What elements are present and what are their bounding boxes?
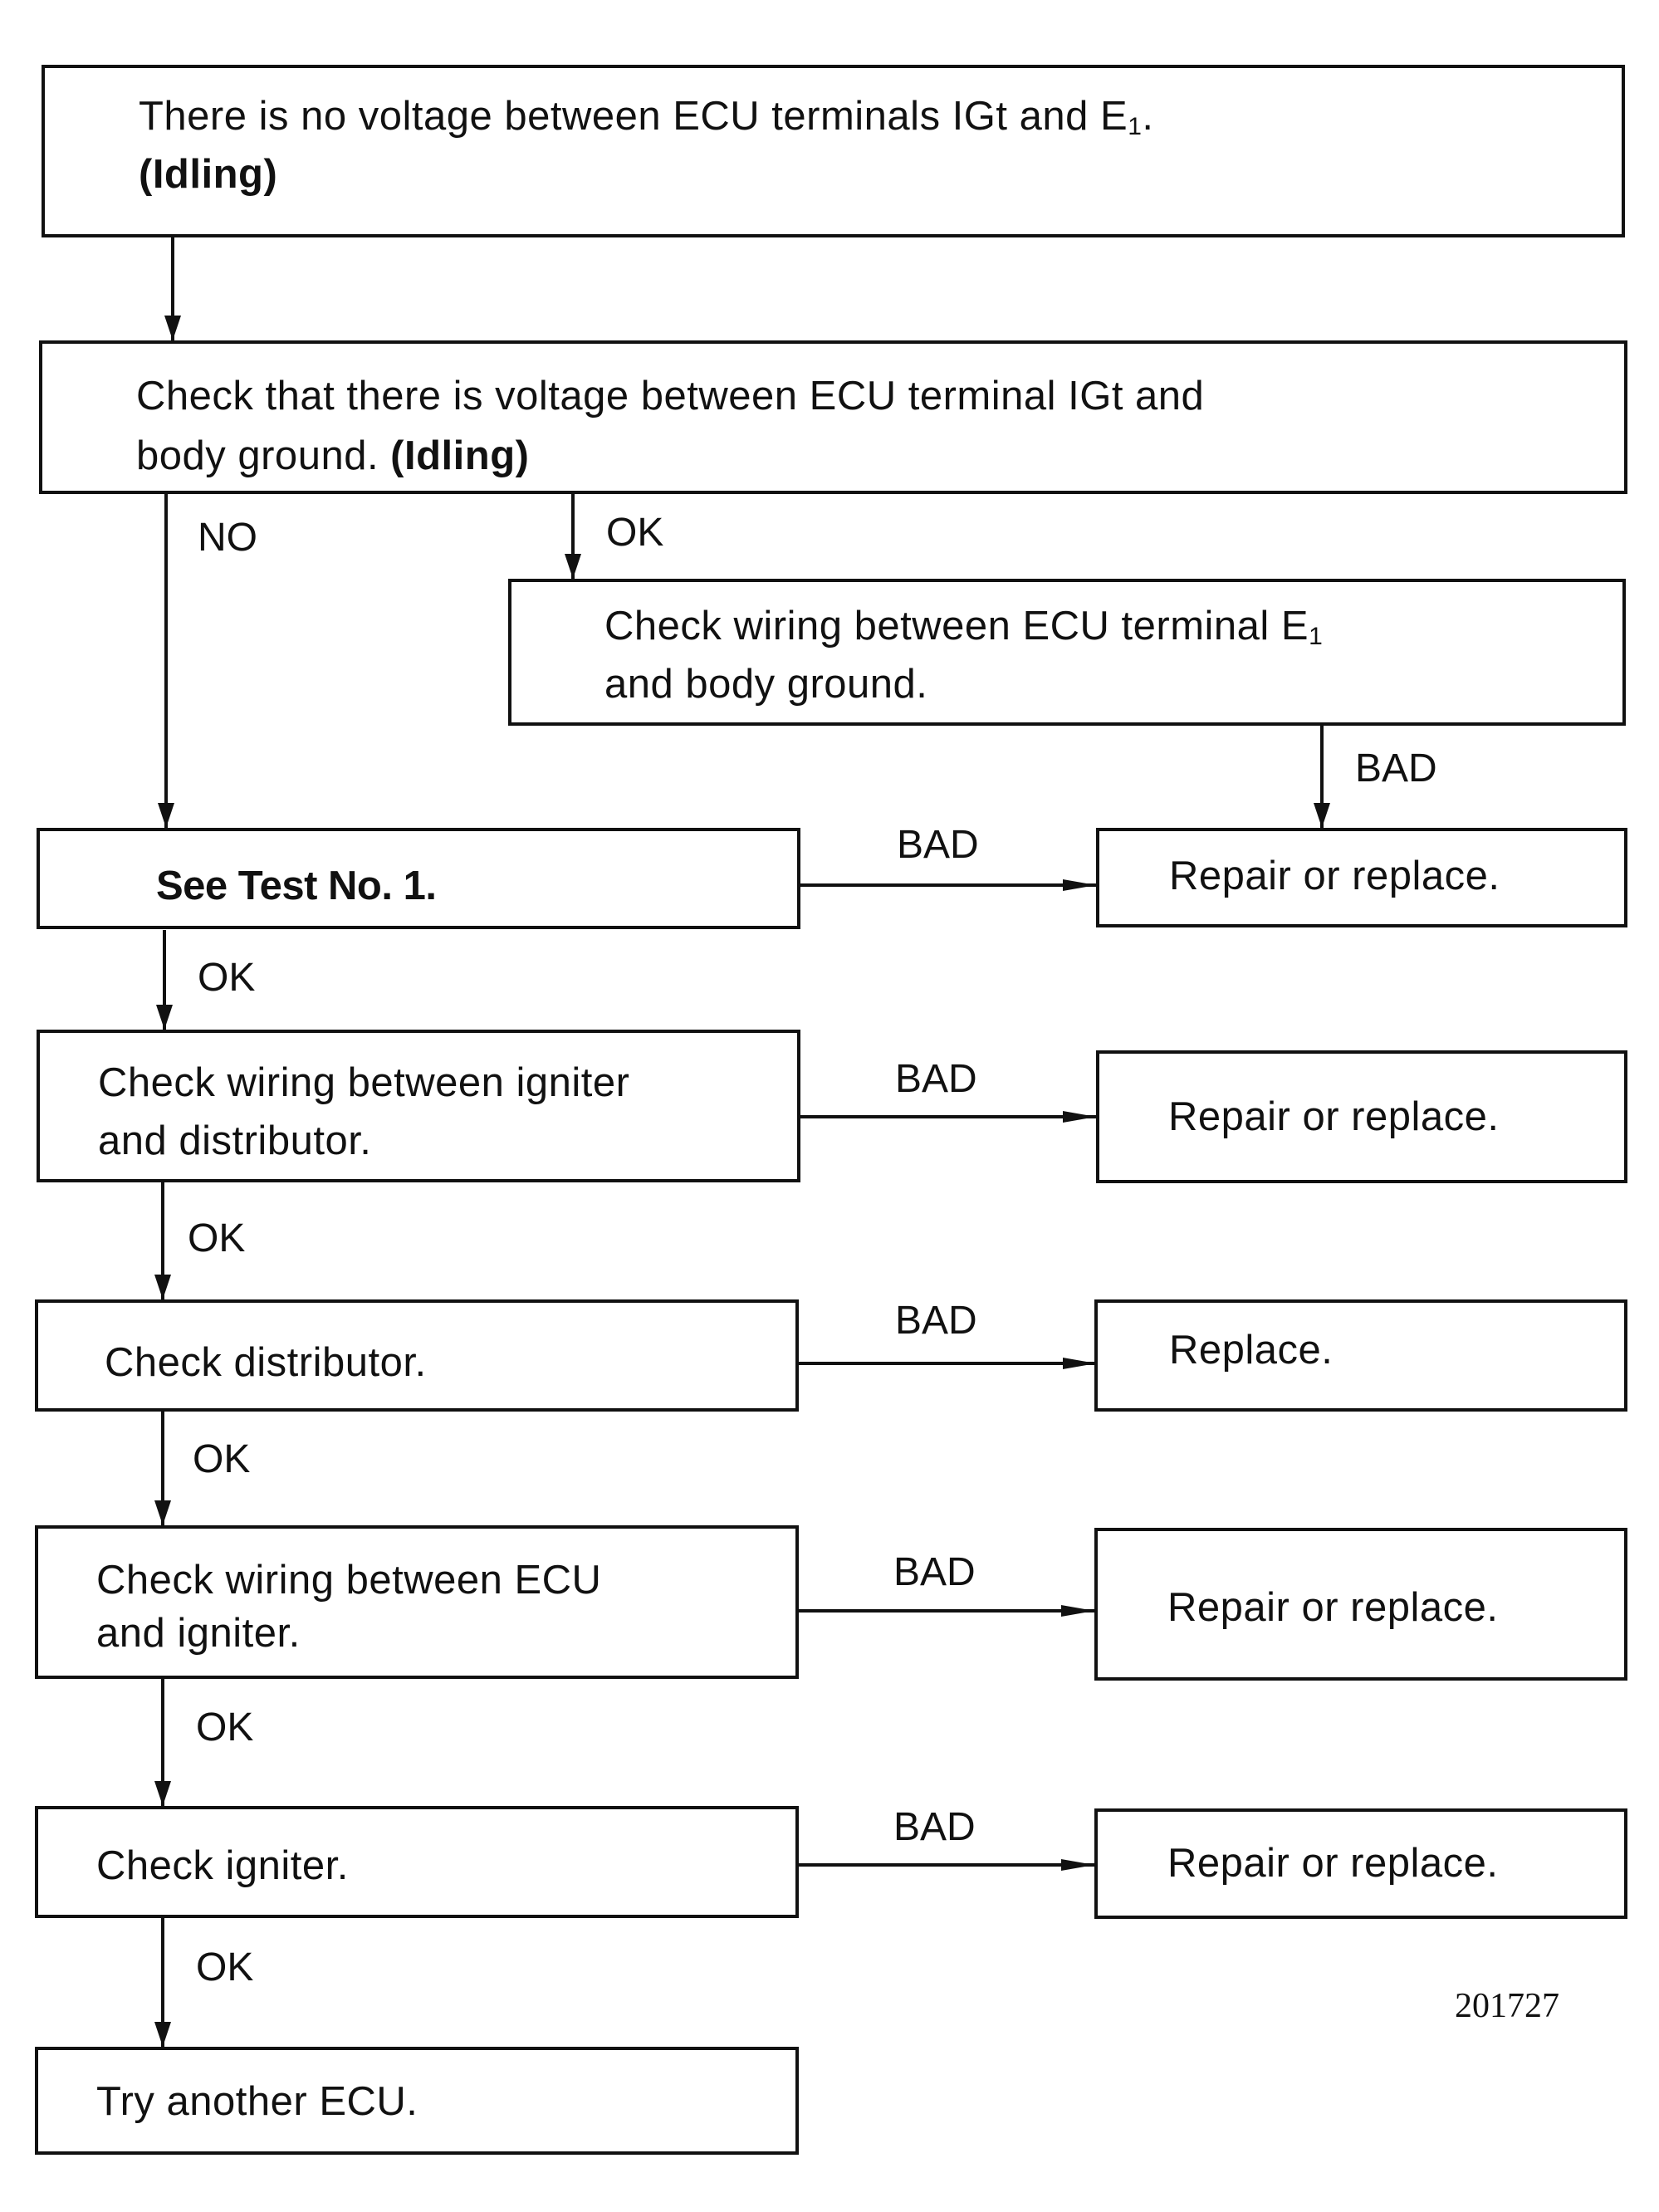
box-no-voltage — [42, 65, 1625, 237]
box-check-voltage — [39, 340, 1627, 494]
box-no-voltage-line1: There is no voltage between ECU terminals IGt and $E_1$. — [139, 94, 1154, 140]
box-see-test — [37, 828, 800, 929]
label-bad: BAD — [893, 1805, 976, 1849]
box-repair-or-replace — [1094, 1528, 1627, 1681]
box-line1: Check wiring between ECU — [96, 1558, 602, 1603]
label-ok: OK — [198, 956, 256, 1000]
label-ok: OK — [193, 1437, 251, 1481]
box-repair-text: Repair or replace. — [1169, 854, 1500, 898]
box-try-another-ecu — [35, 2047, 799, 2155]
box-line2: and distributor. — [98, 1118, 372, 1163]
box-check-distributor-text: Check distributor. — [105, 1340, 427, 1385]
label-ok: OK — [196, 1705, 254, 1750]
box-check-wiring-e1 — [508, 579, 1626, 726]
box-repair-or-replace — [1096, 828, 1627, 927]
label-ok: OK — [196, 1945, 254, 1989]
box-repair-text: Repair or replace. — [1167, 1585, 1499, 1630]
label-bad: BAD — [893, 1550, 976, 1594]
box-check-wiring-e1-line2: and body ground. — [604, 662, 928, 707]
box-no-voltage-line2: (Idling) — [139, 152, 278, 197]
box-check-voltage-line1: Check that there is voltage between ECU terminal IGt and — [136, 374, 1205, 418]
box-line1: Check wiring between igniter — [98, 1060, 630, 1105]
box-check-distributor — [35, 1299, 799, 1412]
box-check-voltage-line2: body ground. (Idling) — [136, 433, 530, 478]
label-bad: BAD — [895, 1299, 977, 1343]
box-repair-text: Repair or replace. — [1167, 1841, 1499, 1886]
label-bad: BAD — [897, 823, 979, 867]
box-repair-or-replace — [1096, 1050, 1627, 1183]
box-repair-text: Repair or replace. — [1168, 1094, 1500, 1139]
box-check-wiring-e1-line1: Check wiring between ECU terminal $E_1$ — [604, 604, 1324, 650]
label-bad: BAD — [895, 1057, 977, 1101]
box-line2: and igniter. — [96, 1611, 301, 1656]
label-no: NO — [198, 516, 257, 560]
box-check-igniter — [35, 1806, 799, 1918]
box-check-igniter-text: Check igniter. — [96, 1843, 349, 1888]
box-check-wiring-igniter-distributor — [37, 1030, 800, 1182]
box-check-wiring-ecu-igniter — [35, 1525, 799, 1679]
label-bad: BAD — [1355, 746, 1437, 790]
box-try-another-ecu-text: Try another ECU. — [96, 2079, 418, 2124]
box-replace — [1094, 1299, 1627, 1412]
label-ok: OK — [188, 1216, 246, 1260]
figure-number: 201727 — [1455, 1987, 1559, 2025]
box-replace-text: Replace. — [1169, 1328, 1334, 1373]
label-ok: OK — [606, 511, 664, 555]
box-see-test-text: See Test No. 1. — [156, 864, 437, 908]
box-repair-or-replace — [1094, 1808, 1627, 1919]
